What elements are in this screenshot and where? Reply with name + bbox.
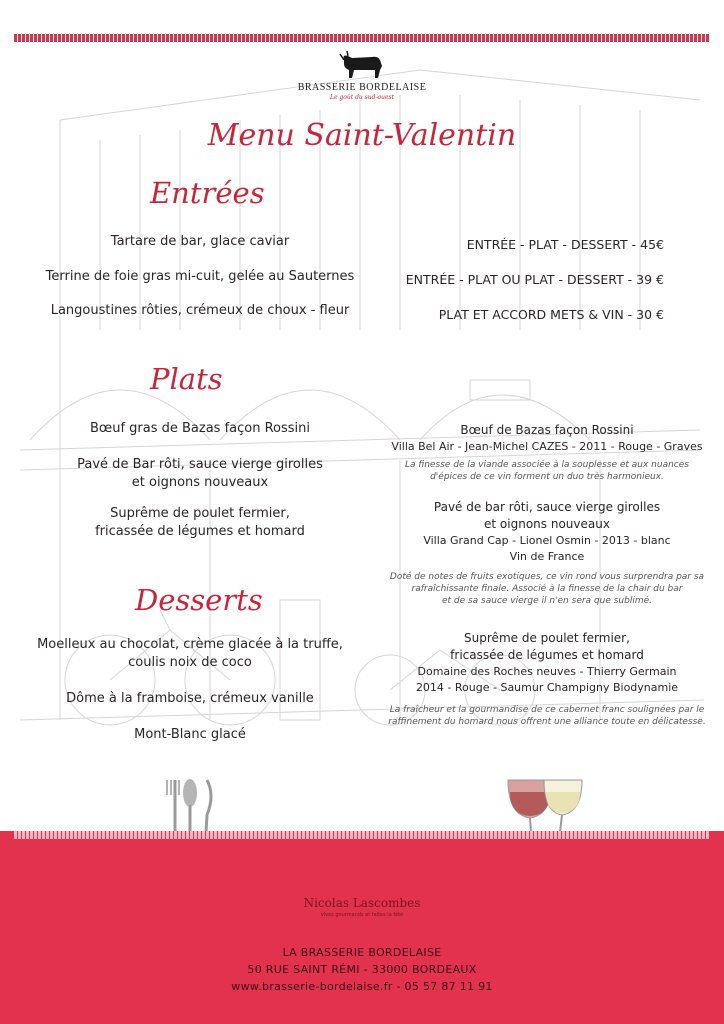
pairing-block	[382, 630, 712, 728]
plat-line: Suprême de poulet fermier,	[110, 506, 290, 521]
pairing-note: rafraîchissante finale. Associé à la finesse de la chair du bar	[411, 584, 683, 594]
pairing-dish: Bœuf de Bazas façon Rossini	[460, 423, 634, 437]
brand-name: BRASSERIE BORDELAISE	[297, 82, 427, 93]
plat-item	[30, 456, 370, 492]
pairing-dish: fricassée de légumes et homard	[450, 648, 644, 662]
footer-decorative-stripe	[14, 831, 710, 839]
pairing-note: La fraîcheur et la gourmandise de ce cabernet franc soulignées par le	[389, 705, 705, 715]
dessert-line: Moelleux au chocolat, crème glacée à la truffe,	[37, 637, 343, 652]
dessert-item	[10, 726, 370, 744]
top-decorative-stripe	[14, 34, 710, 42]
pairing-dish: Pavé de bar rôti, sauce vierge girolles	[433, 500, 661, 514]
footer-address: 50 RUE SAINT RÉMI - 33000 BORDEAUX	[247, 963, 477, 976]
pairing-dish: Suprême de poulet fermier,	[464, 631, 630, 645]
footer-restaurant-name: LA BRASSERIE BORDELAISE	[282, 946, 442, 959]
pairing-note: et de sa sauce vierge il n'en sera que sublimé.	[441, 596, 653, 606]
pairing-dish: et oignons nouveaux	[484, 517, 610, 531]
pairing-block	[382, 499, 712, 607]
footer-contact[interactable]: www.brasserie-bordelaise.fr - 05 57 87 11 91	[231, 980, 493, 993]
price-formula: ENTRÉE - PLAT OU PLAT - DESSERT - 39 €	[405, 272, 664, 287]
pairing-note: Doté de notes de fruits exotiques, ce vin rond vous surprendra par sa	[389, 572, 705, 582]
entree-item: Langoustines rôties, crémeux de choux - fleur	[50, 303, 350, 318]
menu-title: Menu Saint-Valentin	[207, 118, 517, 153]
dessert-item	[10, 690, 370, 708]
price-formula: ENTRÉE - PLAT - DESSERT - 45€	[466, 237, 664, 252]
dessert-line: Mont-Blanc glacé	[134, 727, 246, 742]
desserts-heading: Desserts	[135, 583, 263, 617]
price-formula: PLAT ET ACCORD METS & VIN - 30 €	[438, 307, 664, 322]
signature-tagline: vivez gourmands et faites la fête	[320, 912, 404, 918]
brand-logo	[0, 48, 724, 101]
plat-item	[30, 420, 370, 438]
pairing-wine: Villa Grand Cap - Lionel Osmin - 2013 - blanc	[423, 534, 671, 547]
pairing-wine: Villa Bel Air - Jean-Michel CAZES - 2011 - Rouge - Graves	[391, 440, 703, 453]
plat-item	[30, 505, 370, 541]
dessert-item	[10, 636, 370, 672]
pairing-note: d'épices de ce vin forment un duo très harmonieux.	[430, 472, 664, 482]
dessert-line: coulis noix de coco	[128, 655, 252, 670]
pairing-wine: Vin de France	[509, 550, 585, 563]
brand-tagline: Le goût du sud-ouest	[329, 94, 395, 101]
bull-icon	[338, 48, 386, 80]
entrees-heading: Entrées	[150, 176, 265, 210]
pairing-wine: 2014 - Rouge - Saumur Champigny Biodynamie	[415, 681, 679, 694]
pairing-note: La finesse de la viande associée à la souplesse et aux nuances	[405, 460, 689, 470]
plat-line: Pavé de Bar rôti, sauce vierge girolles	[77, 457, 323, 472]
footer	[0, 831, 724, 1024]
plats-heading: Plats	[150, 362, 223, 396]
pairing-block	[382, 422, 712, 483]
plat-line: Bœuf gras de Bazas façon Rossini	[89, 421, 311, 436]
dessert-line: Dôme à la framboise, crémeux vanille	[66, 691, 314, 706]
entree-item: Tartare de bar, glace caviar	[110, 234, 290, 249]
plat-line: fricassée de légumes et homard	[95, 524, 305, 539]
entree-item: Terrine de foie gras mi-cuit, gelée au Sauternes	[45, 269, 355, 284]
pairing-note: raffinement du homard nous offrent une alliance toute en délicatesse.	[388, 717, 706, 727]
pairing-wine: Domaine des Roches neuves - Thierry Germain	[417, 665, 677, 678]
plat-line: et oignons nouveaux	[131, 475, 269, 490]
signature-name: Nicolas Lascombes	[303, 896, 421, 910]
